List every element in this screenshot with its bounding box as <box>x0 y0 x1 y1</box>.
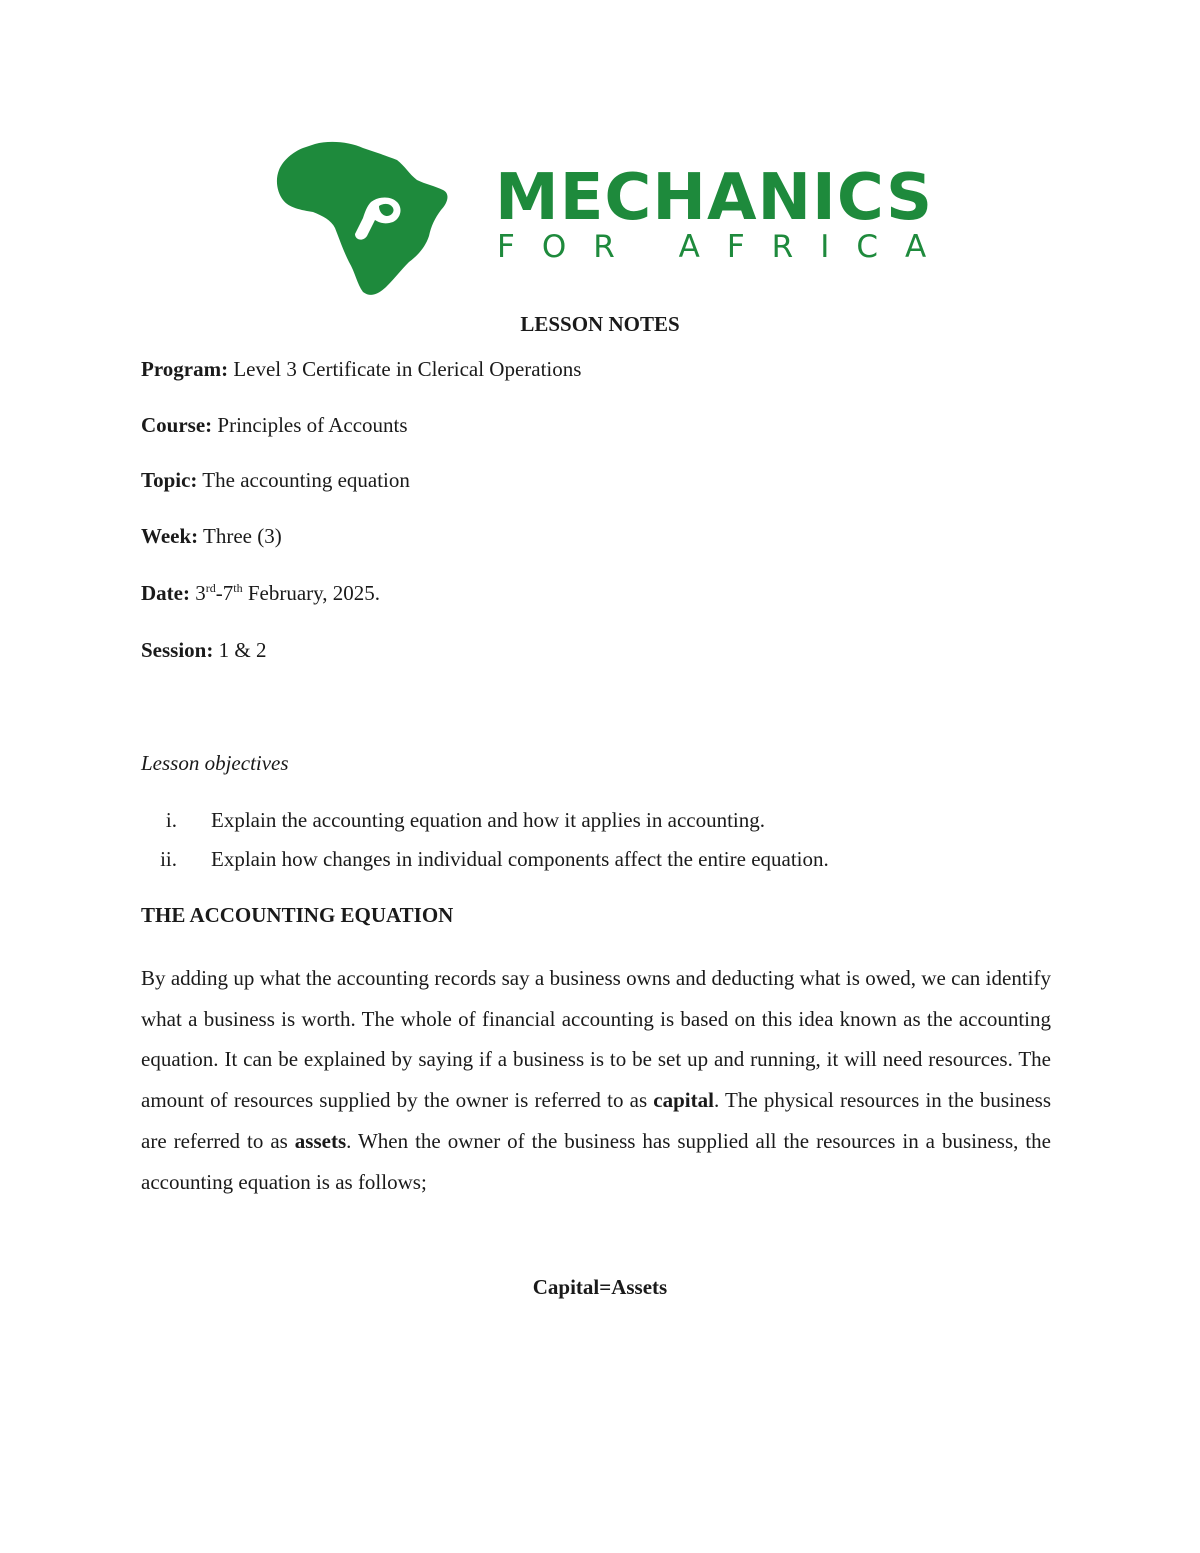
logo-wordmark-for-africa: FOR AFRICA <box>497 229 954 265</box>
list-item-number: i. <box>165 808 177 832</box>
course-label: Course: <box>141 413 213 437</box>
date-value: 3rd-7th February, 2025. <box>195 581 381 605</box>
session-line <box>141 638 266 663</box>
topic-line <box>141 468 410 493</box>
list-item-text: Explain the accounting equation and how it applies in accounting. <box>211 808 766 832</box>
objectives-heading: Lesson objectives <box>141 751 289 775</box>
week-label: Week: <box>141 524 199 548</box>
session-label: Session: <box>141 638 214 662</box>
list-item-number: ii. <box>160 847 177 871</box>
week-line <box>141 524 282 549</box>
term-capital: capital <box>653 1088 714 1113</box>
program-value: Level 3 Certificate in Clerical Operations <box>233 357 582 381</box>
course-line <box>141 413 408 438</box>
equation: Capital=Assets <box>532 1275 668 1299</box>
africa-map-hand-icon <box>275 140 455 300</box>
topic-label: Topic: <box>141 468 198 492</box>
program-label: Program: <box>141 357 229 381</box>
topic-value: The accounting equation <box>202 468 410 492</box>
date-label: Date: <box>141 581 190 605</box>
page-title: LESSON NOTES <box>520 312 680 336</box>
week-value: Three (3) <box>203 524 282 548</box>
mechanics-for-africa-logo <box>275 140 954 300</box>
section-heading: THE ACCOUNTING EQUATION <box>141 903 454 927</box>
date-line <box>141 581 380 606</box>
logo-wordmark-mechanics: MECHANICS <box>495 161 934 235</box>
list-item-text: Explain how changes in individual components affect the entire equation. <box>211 847 829 871</box>
term-assets: assets <box>294 1128 347 1153</box>
course-value: Principles of Accounts <box>217 413 408 437</box>
program-line <box>141 357 581 382</box>
body-paragraph: By adding up what the accounting records say a business owns and deducting what is owed, we can identify what a business is worth. The whole of financial accounting is based on this idea known as the accounting equation. It can be explained by saying if a business is to be set up and running, it will need resources. The amount of resources supplied by the owner is referred to as capital. The physical resources in the business are referred to as assets. When the owner of the business has supplied all the resources in a business, the accounting equation is as follows; <box>141 966 1052 1194</box>
session-value: 1 & 2 <box>218 638 267 662</box>
